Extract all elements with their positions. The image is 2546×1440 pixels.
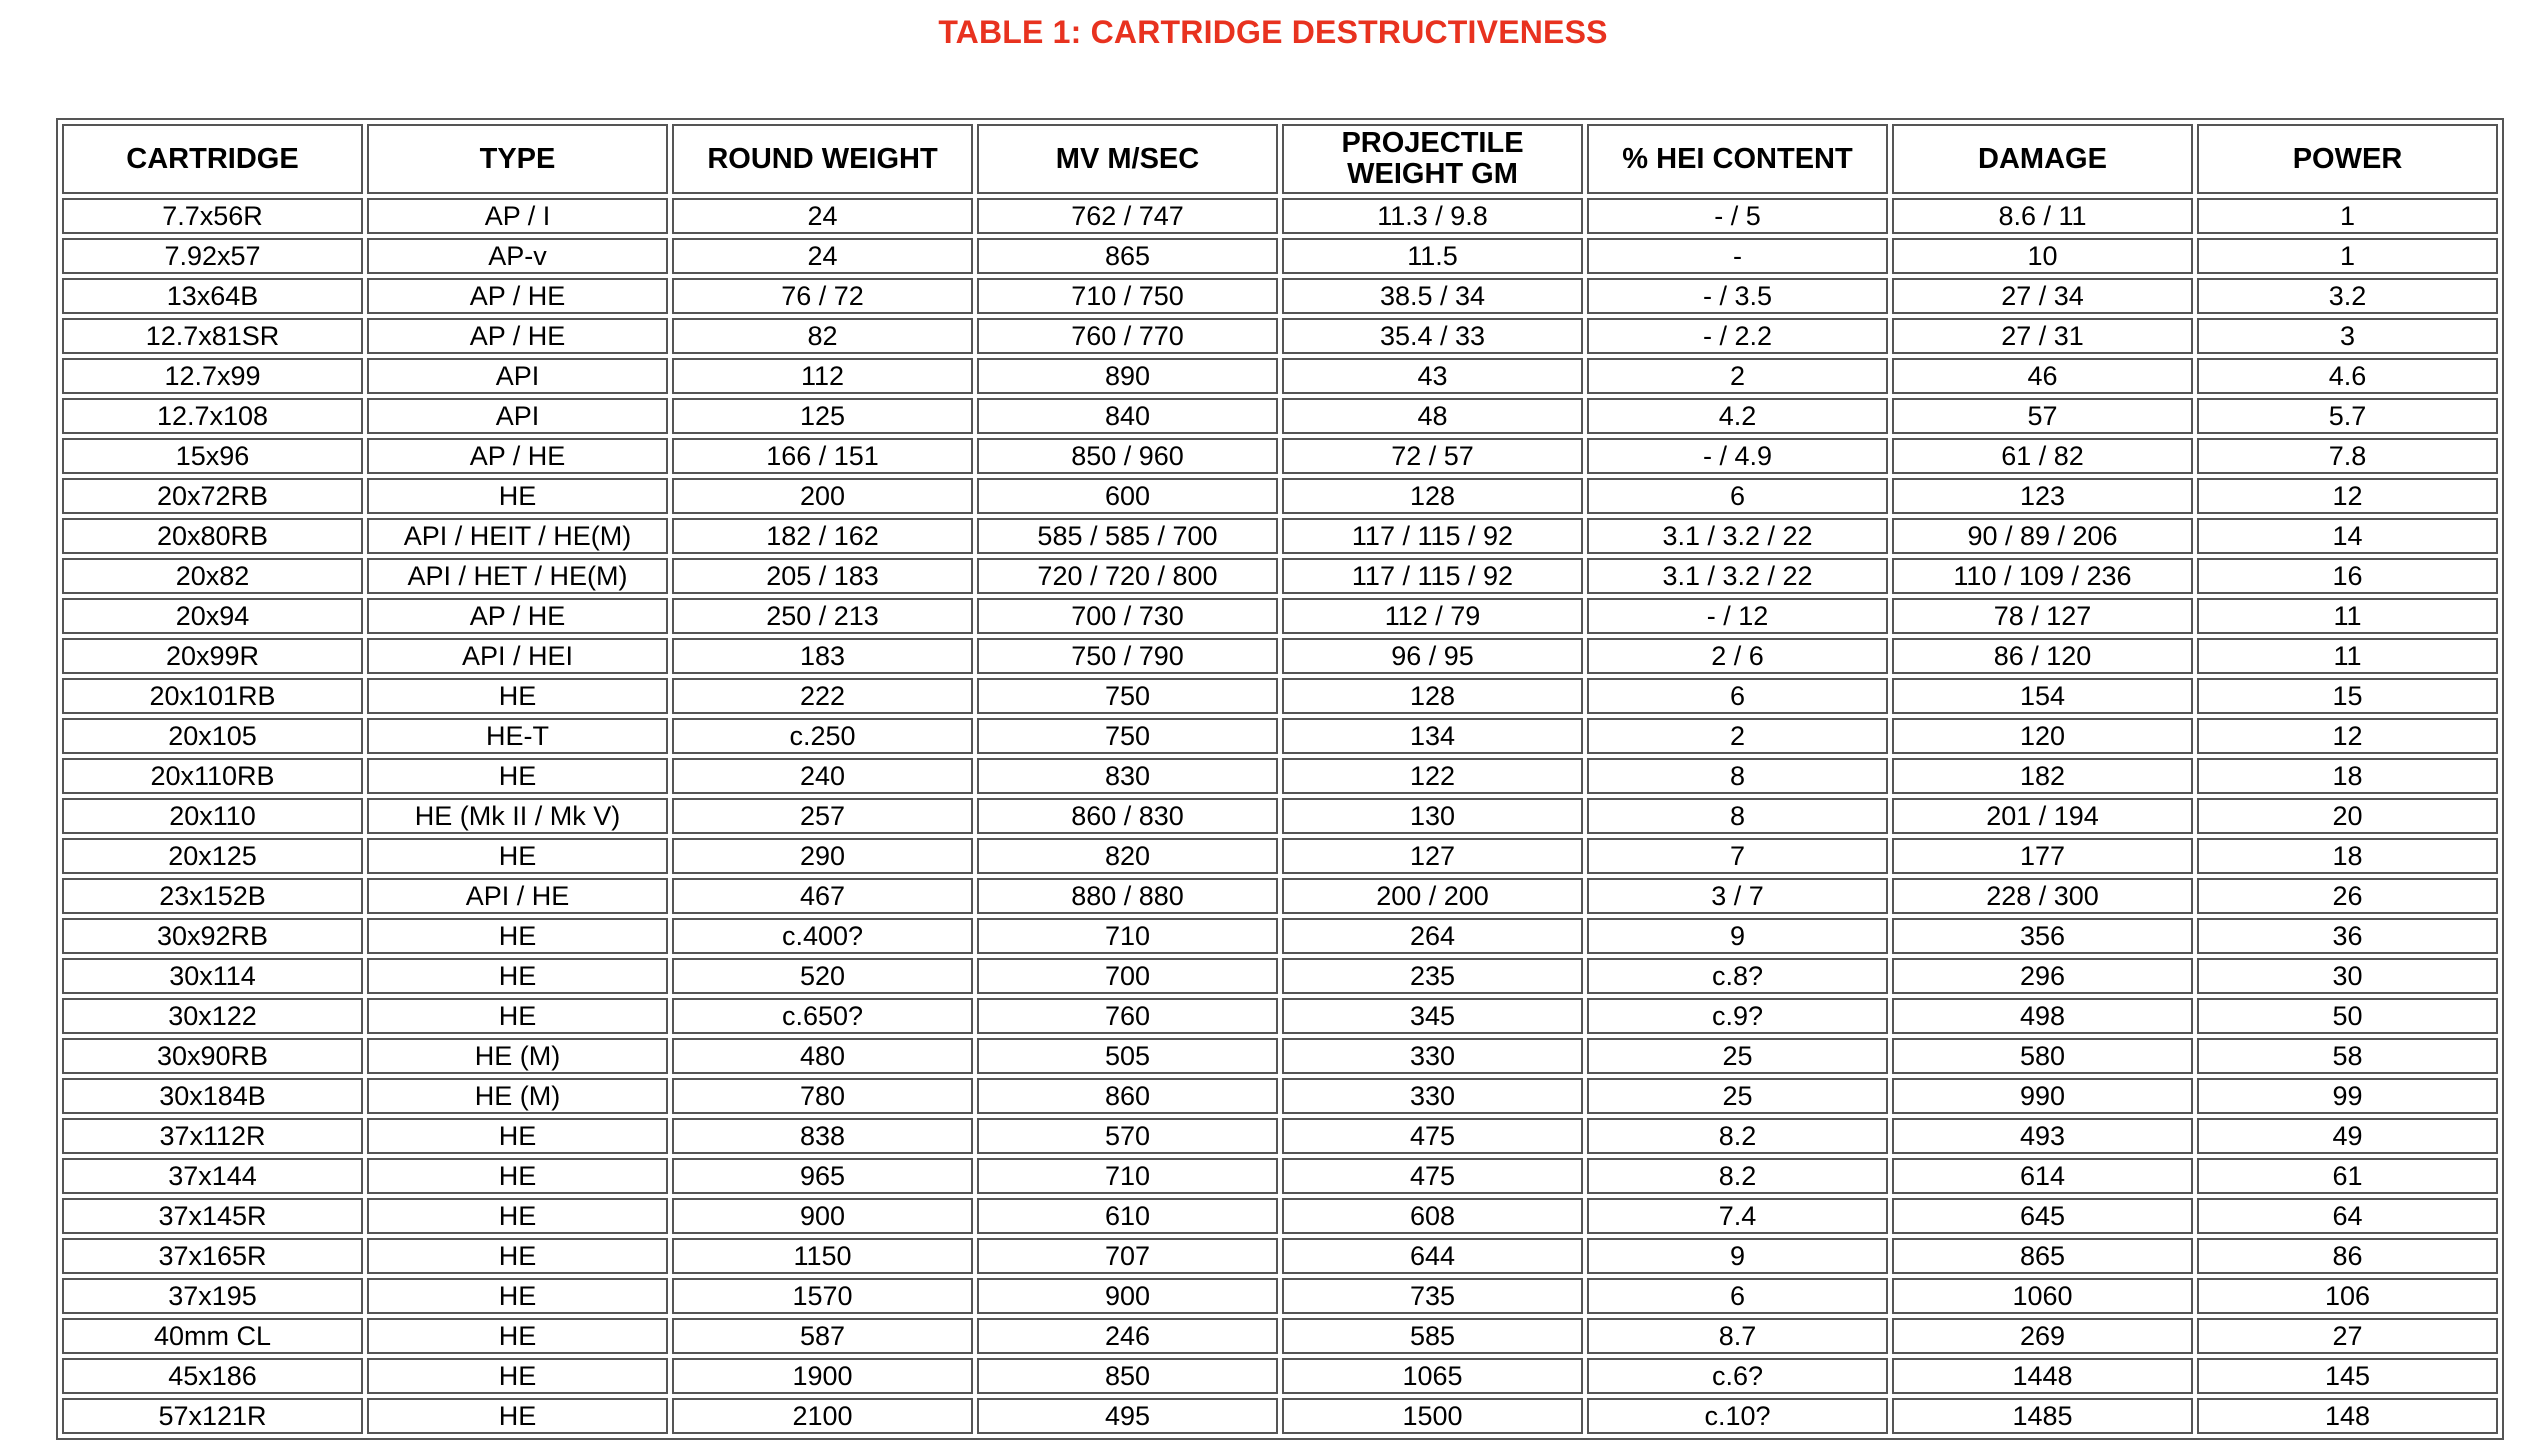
cell-round-weight: 257 xyxy=(672,798,973,834)
cell-cartridge: 20x94 xyxy=(62,598,363,634)
cell-power: 11 xyxy=(2197,638,2498,674)
cell-projectile-weight: 11.5 xyxy=(1282,238,1583,274)
table-row xyxy=(62,758,2498,794)
table-row xyxy=(62,278,2498,314)
cell-type: HE xyxy=(367,918,668,954)
table-row xyxy=(62,1278,2498,1314)
cell-projectile-weight: 130 xyxy=(1282,798,1583,834)
cell-type: HE xyxy=(367,678,668,714)
cell-type: AP / HE xyxy=(367,318,668,354)
cell-round-weight: 82 xyxy=(672,318,973,354)
cell-type: API / HEIT / HE(M) xyxy=(367,518,668,554)
cell-type: HE xyxy=(367,1198,668,1234)
cell-power: 14 xyxy=(2197,518,2498,554)
cell-hei-content: 3 / 7 xyxy=(1587,878,1888,914)
cell-hei-content: 25 xyxy=(1587,1038,1888,1074)
cell-mv: 820 xyxy=(977,838,1278,874)
cell-type: HE (M) xyxy=(367,1078,668,1114)
cell-mv: 860 / 830 xyxy=(977,798,1278,834)
cell-power: 12 xyxy=(2197,478,2498,514)
cell-round-weight: 250 / 213 xyxy=(672,598,973,634)
cell-projectile-weight: 117 / 115 / 92 xyxy=(1282,518,1583,554)
cell-damage: 865 xyxy=(1892,1238,2193,1274)
cell-projectile-weight: 585 xyxy=(1282,1318,1583,1354)
cell-damage: 498 xyxy=(1892,998,2193,1034)
table-row xyxy=(62,1198,2498,1234)
cell-projectile-weight: 128 xyxy=(1282,478,1583,514)
cell-power: 18 xyxy=(2197,838,2498,874)
cell-round-weight: 24 xyxy=(672,198,973,234)
cell-cartridge: 20x101RB xyxy=(62,678,363,714)
cell-hei-content: - xyxy=(1587,238,1888,274)
cell-type: HE xyxy=(367,1358,668,1394)
cell-cartridge: 20x110 xyxy=(62,798,363,834)
cell-projectile-weight: 200 / 200 xyxy=(1282,878,1583,914)
cell-round-weight: 222 xyxy=(672,678,973,714)
cell-damage: 296 xyxy=(1892,958,2193,994)
cell-hei-content: 3.1 / 3.2 / 22 xyxy=(1587,558,1888,594)
cell-hei-content: 8.2 xyxy=(1587,1158,1888,1194)
cell-power: 11 xyxy=(2197,598,2498,634)
cell-type: HE xyxy=(367,838,668,874)
cell-mv: 850 / 960 xyxy=(977,438,1278,474)
cell-hei-content: 2 xyxy=(1587,358,1888,394)
cell-type: HE xyxy=(367,1398,668,1434)
column-header-mv: MV M/SEC xyxy=(977,124,1278,194)
cell-projectile-weight: 11.3 / 9.8 xyxy=(1282,198,1583,234)
cell-mv: 505 xyxy=(977,1038,1278,1074)
cell-hei-content: 4.2 xyxy=(1587,398,1888,434)
cell-projectile-weight: 235 xyxy=(1282,958,1583,994)
cell-type: API / HEI xyxy=(367,638,668,674)
cell-damage: 580 xyxy=(1892,1038,2193,1074)
cell-cartridge: 7.92x57 xyxy=(62,238,363,274)
column-header-damage: DAMAGE xyxy=(1892,124,2193,194)
cell-cartridge: 12.7x108 xyxy=(62,398,363,434)
cell-round-weight: 520 xyxy=(672,958,973,994)
cell-cartridge: 13x64B xyxy=(62,278,363,314)
cell-damage: 1060 xyxy=(1892,1278,2193,1314)
cell-type: API xyxy=(367,358,668,394)
cell-mv: 710 xyxy=(977,918,1278,954)
cell-cartridge: 37x165R xyxy=(62,1238,363,1274)
cell-mv: 610 xyxy=(977,1198,1278,1234)
cell-type: HE xyxy=(367,1238,668,1274)
table-row xyxy=(62,958,2498,994)
cell-power: 18 xyxy=(2197,758,2498,794)
cell-round-weight: 965 xyxy=(672,1158,973,1194)
cell-cartridge: 30x92RB xyxy=(62,918,363,954)
cell-projectile-weight: 1065 xyxy=(1282,1358,1583,1394)
cell-hei-content: 7.4 xyxy=(1587,1198,1888,1234)
cell-projectile-weight: 134 xyxy=(1282,718,1583,754)
cell-projectile-weight: 43 xyxy=(1282,358,1583,394)
cell-projectile-weight: 330 xyxy=(1282,1038,1583,1074)
cell-hei-content: c.8? xyxy=(1587,958,1888,994)
cell-projectile-weight: 1500 xyxy=(1282,1398,1583,1434)
table-row xyxy=(62,998,2498,1034)
cell-hei-content: 8.7 xyxy=(1587,1318,1888,1354)
table-row xyxy=(62,198,2498,234)
cell-projectile-weight: 127 xyxy=(1282,838,1583,874)
cell-cartridge: 30x90RB xyxy=(62,1038,363,1074)
cell-mv: 585 / 585 / 700 xyxy=(977,518,1278,554)
cell-type: HE xyxy=(367,1318,668,1354)
cell-mv: 860 xyxy=(977,1078,1278,1114)
cell-power: 27 xyxy=(2197,1318,2498,1354)
table-row xyxy=(62,238,2498,274)
cell-mv: 750 / 790 xyxy=(977,638,1278,674)
cell-mv: 760 xyxy=(977,998,1278,1034)
cell-projectile-weight: 475 xyxy=(1282,1158,1583,1194)
cell-hei-content: 9 xyxy=(1587,918,1888,954)
cell-round-weight: 1150 xyxy=(672,1238,973,1274)
table-row xyxy=(62,1118,2498,1154)
cell-projectile-weight: 72 / 57 xyxy=(1282,438,1583,474)
cell-damage: 201 / 194 xyxy=(1892,798,2193,834)
cell-round-weight: 838 xyxy=(672,1118,973,1154)
table-row xyxy=(62,918,2498,954)
cell-round-weight: 900 xyxy=(672,1198,973,1234)
cell-damage: 645 xyxy=(1892,1198,2193,1234)
cell-round-weight: 166 / 151 xyxy=(672,438,973,474)
cell-cartridge: 23x152B xyxy=(62,878,363,914)
cell-hei-content: - / 12 xyxy=(1587,598,1888,634)
cell-projectile-weight: 112 / 79 xyxy=(1282,598,1583,634)
cell-damage: 1485 xyxy=(1892,1398,2193,1434)
cell-cartridge: 20x105 xyxy=(62,718,363,754)
cell-damage: 8.6 / 11 xyxy=(1892,198,2193,234)
cell-power: 61 xyxy=(2197,1158,2498,1194)
cell-cartridge: 20x80RB xyxy=(62,518,363,554)
cell-hei-content: 8 xyxy=(1587,798,1888,834)
cell-round-weight: 290 xyxy=(672,838,973,874)
column-header-type: TYPE xyxy=(367,124,668,194)
cell-power: 16 xyxy=(2197,558,2498,594)
cell-mv: 762 / 747 xyxy=(977,198,1278,234)
cell-cartridge: 45x186 xyxy=(62,1358,363,1394)
cell-hei-content: - / 2.2 xyxy=(1587,318,1888,354)
cell-projectile-weight: 35.4 / 33 xyxy=(1282,318,1583,354)
cell-cartridge: 20x110RB xyxy=(62,758,363,794)
cell-hei-content: 8.2 xyxy=(1587,1118,1888,1154)
cell-hei-content: - / 5 xyxy=(1587,198,1888,234)
cell-hei-content: c.10? xyxy=(1587,1398,1888,1434)
cell-damage: 27 / 31 xyxy=(1892,318,2193,354)
table-row xyxy=(62,1078,2498,1114)
cell-type: AP / HE xyxy=(367,278,668,314)
cell-cartridge: 30x184B xyxy=(62,1078,363,1114)
cell-cartridge: 30x122 xyxy=(62,998,363,1034)
cell-power: 30 xyxy=(2197,958,2498,994)
table-row xyxy=(62,398,2498,434)
cell-cartridge: 37x112R xyxy=(62,1118,363,1154)
cell-cartridge: 15x96 xyxy=(62,438,363,474)
cell-type: API / HE xyxy=(367,878,668,914)
cell-power: 145 xyxy=(2197,1358,2498,1394)
cell-power: 4.6 xyxy=(2197,358,2498,394)
cell-type: HE xyxy=(367,1278,668,1314)
cell-cartridge: 30x114 xyxy=(62,958,363,994)
cell-projectile-weight: 330 xyxy=(1282,1078,1583,1114)
cell-damage: 1448 xyxy=(1892,1358,2193,1394)
cell-type: API xyxy=(367,398,668,434)
cell-type: API / HET / HE(M) xyxy=(367,558,668,594)
cell-mv: 900 xyxy=(977,1278,1278,1314)
cell-cartridge: 40mm CL xyxy=(62,1318,363,1354)
table-row xyxy=(62,718,2498,754)
cell-mv: 246 xyxy=(977,1318,1278,1354)
cell-round-weight: 780 xyxy=(672,1078,973,1114)
table-row xyxy=(62,558,2498,594)
cell-projectile-weight: 128 xyxy=(1282,678,1583,714)
cell-hei-content: 7 xyxy=(1587,838,1888,874)
cell-cartridge: 12.7x81SR xyxy=(62,318,363,354)
table-row xyxy=(62,678,2498,714)
cell-mv: 880 / 880 xyxy=(977,878,1278,914)
table-row xyxy=(62,1398,2498,1434)
cell-round-weight: 183 xyxy=(672,638,973,674)
cell-round-weight: 182 / 162 xyxy=(672,518,973,554)
table-row xyxy=(62,1358,2498,1394)
cell-cartridge: 57x121R xyxy=(62,1398,363,1434)
cell-projectile-weight: 644 xyxy=(1282,1238,1583,1274)
cell-round-weight: 200 xyxy=(672,478,973,514)
cell-mv: 865 xyxy=(977,238,1278,274)
cell-mv: 495 xyxy=(977,1398,1278,1434)
cell-projectile-weight: 122 xyxy=(1282,758,1583,794)
header-row xyxy=(62,124,2498,194)
cell-round-weight: 24 xyxy=(672,238,973,274)
cell-hei-content: c.6? xyxy=(1587,1358,1888,1394)
cell-round-weight: c.650? xyxy=(672,998,973,1034)
cell-projectile-weight: 345 xyxy=(1282,998,1583,1034)
cell-type: HE xyxy=(367,1118,668,1154)
cell-cartridge: 7.7x56R xyxy=(62,198,363,234)
cell-type: HE (Mk II / Mk V) xyxy=(367,798,668,834)
cell-round-weight: 587 xyxy=(672,1318,973,1354)
cell-power: 148 xyxy=(2197,1398,2498,1434)
cell-power: 5.7 xyxy=(2197,398,2498,434)
cell-damage: 90 / 89 / 206 xyxy=(1892,518,2193,554)
cell-power: 64 xyxy=(2197,1198,2498,1234)
column-header-cartridge: CARTRIDGE xyxy=(62,124,363,194)
cell-hei-content: 6 xyxy=(1587,1278,1888,1314)
cell-type: HE xyxy=(367,1158,668,1194)
page-title: TABLE 1: CARTRIDGE DESTRUCTIVENESS xyxy=(938,14,1608,50)
cell-damage: 61 / 82 xyxy=(1892,438,2193,474)
cell-damage: 493 xyxy=(1892,1118,2193,1154)
cell-cartridge: 20x125 xyxy=(62,838,363,874)
cell-damage: 154 xyxy=(1892,678,2193,714)
cell-damage: 78 / 127 xyxy=(1892,598,2193,634)
column-header-projectile-weight: PROJECTILE WEIGHT GM xyxy=(1282,124,1583,194)
cell-projectile-weight: 38.5 / 34 xyxy=(1282,278,1583,314)
cell-power: 58 xyxy=(2197,1038,2498,1074)
cell-power: 3 xyxy=(2197,318,2498,354)
table-row xyxy=(62,1238,2498,1274)
cell-damage: 614 xyxy=(1892,1158,2193,1194)
cell-cartridge: 37x144 xyxy=(62,1158,363,1194)
cell-power: 12 xyxy=(2197,718,2498,754)
cell-type: HE (M) xyxy=(367,1038,668,1074)
cell-type: HE-T xyxy=(367,718,668,754)
cell-type: HE xyxy=(367,478,668,514)
cell-type: AP / HE xyxy=(367,438,668,474)
cell-damage: 120 xyxy=(1892,718,2193,754)
table-header xyxy=(62,124,2498,194)
cell-mv: 830 xyxy=(977,758,1278,794)
cell-hei-content: 2 / 6 xyxy=(1587,638,1888,674)
cell-power: 1 xyxy=(2197,198,2498,234)
cell-round-weight: 467 xyxy=(672,878,973,914)
cell-mv: 760 / 770 xyxy=(977,318,1278,354)
cell-power: 50 xyxy=(2197,998,2498,1034)
cell-projectile-weight: 608 xyxy=(1282,1198,1583,1234)
cell-cartridge: 37x145R xyxy=(62,1198,363,1234)
cell-projectile-weight: 117 / 115 / 92 xyxy=(1282,558,1583,594)
cell-damage: 57 xyxy=(1892,398,2193,434)
cell-round-weight: 2100 xyxy=(672,1398,973,1434)
cell-damage: 228 / 300 xyxy=(1892,878,2193,914)
cell-hei-content: c.9? xyxy=(1587,998,1888,1034)
cartridge-table xyxy=(56,118,2504,1440)
cell-hei-content: 8 xyxy=(1587,758,1888,794)
cell-hei-content: 25 xyxy=(1587,1078,1888,1114)
cell-hei-content: 6 xyxy=(1587,478,1888,514)
cell-hei-content: 3.1 / 3.2 / 22 xyxy=(1587,518,1888,554)
cell-mv: 700 xyxy=(977,958,1278,994)
cell-mv: 720 / 720 / 800 xyxy=(977,558,1278,594)
cell-round-weight: c.400? xyxy=(672,918,973,954)
table-row xyxy=(62,598,2498,634)
cell-type: HE xyxy=(367,758,668,794)
cell-damage: 356 xyxy=(1892,918,2193,954)
cell-damage: 110 / 109 / 236 xyxy=(1892,558,2193,594)
cell-hei-content: 9 xyxy=(1587,1238,1888,1274)
cell-power: 106 xyxy=(2197,1278,2498,1314)
cell-hei-content: - / 4.9 xyxy=(1587,438,1888,474)
cell-mv: 707 xyxy=(977,1238,1278,1274)
column-header-power: POWER xyxy=(2197,124,2498,194)
cell-projectile-weight: 48 xyxy=(1282,398,1583,434)
cell-type: AP / HE xyxy=(367,598,668,634)
cell-round-weight: 112 xyxy=(672,358,973,394)
cell-power: 3.2 xyxy=(2197,278,2498,314)
cell-projectile-weight: 264 xyxy=(1282,918,1583,954)
cell-type: HE xyxy=(367,958,668,994)
cell-type: AP-v xyxy=(367,238,668,274)
cell-round-weight: 1900 xyxy=(672,1358,973,1394)
table-row xyxy=(62,358,2498,394)
cell-damage: 46 xyxy=(1892,358,2193,394)
table-body xyxy=(62,198,2498,1434)
cell-mv: 570 xyxy=(977,1118,1278,1154)
cell-hei-content: 6 xyxy=(1587,678,1888,714)
table-row xyxy=(62,1038,2498,1074)
table-row xyxy=(62,318,2498,354)
table-row xyxy=(62,478,2498,514)
cell-damage: 177 xyxy=(1892,838,2193,874)
cell-round-weight: 1570 xyxy=(672,1278,973,1314)
cell-round-weight: 125 xyxy=(672,398,973,434)
cell-mv: 750 xyxy=(977,678,1278,714)
column-header-hei-content: % HEI CONTENT xyxy=(1587,124,1888,194)
cell-mv: 850 xyxy=(977,1358,1278,1394)
cell-cartridge: 20x99R xyxy=(62,638,363,674)
table-row xyxy=(62,878,2498,914)
cell-damage: 182 xyxy=(1892,758,2193,794)
table-row xyxy=(62,518,2498,554)
cell-damage: 123 xyxy=(1892,478,2193,514)
cell-round-weight: 240 xyxy=(672,758,973,794)
cell-damage: 86 / 120 xyxy=(1892,638,2193,674)
column-header-round-weight: ROUND WEIGHT xyxy=(672,124,973,194)
cell-type: AP / I xyxy=(367,198,668,234)
table-row xyxy=(62,438,2498,474)
cell-round-weight: 205 / 183 xyxy=(672,558,973,594)
cell-mv: 890 xyxy=(977,358,1278,394)
cell-round-weight: c.250 xyxy=(672,718,973,754)
cell-cartridge: 20x82 xyxy=(62,558,363,594)
cell-power: 49 xyxy=(2197,1118,2498,1154)
cell-power: 26 xyxy=(2197,878,2498,914)
cell-mv: 600 xyxy=(977,478,1278,514)
cell-projectile-weight: 96 / 95 xyxy=(1282,638,1583,674)
cell-cartridge: 20x72RB xyxy=(62,478,363,514)
cell-cartridge: 37x195 xyxy=(62,1278,363,1314)
table-container xyxy=(56,118,2504,1440)
table-row xyxy=(62,638,2498,674)
table-row xyxy=(62,838,2498,874)
cell-damage: 990 xyxy=(1892,1078,2193,1114)
cell-mv: 840 xyxy=(977,398,1278,434)
cell-cartridge: 12.7x99 xyxy=(62,358,363,394)
cell-projectile-weight: 735 xyxy=(1282,1278,1583,1314)
cell-mv: 700 / 730 xyxy=(977,598,1278,634)
cell-type: HE xyxy=(367,998,668,1034)
cell-power: 7.8 xyxy=(2197,438,2498,474)
cell-hei-content: 2 xyxy=(1587,718,1888,754)
cell-damage: 269 xyxy=(1892,1318,2193,1354)
cell-power: 36 xyxy=(2197,918,2498,954)
cell-power: 99 xyxy=(2197,1078,2498,1114)
cell-mv: 750 xyxy=(977,718,1278,754)
cell-power: 20 xyxy=(2197,798,2498,834)
cell-mv: 710 xyxy=(977,1158,1278,1194)
cell-projectile-weight: 475 xyxy=(1282,1118,1583,1154)
cell-round-weight: 480 xyxy=(672,1038,973,1074)
table-row xyxy=(62,798,2498,834)
cell-damage: 27 / 34 xyxy=(1892,278,2193,314)
table-row xyxy=(62,1318,2498,1354)
cell-power: 86 xyxy=(2197,1238,2498,1274)
cell-power: 15 xyxy=(2197,678,2498,714)
table-row xyxy=(62,1158,2498,1194)
cell-mv: 710 / 750 xyxy=(977,278,1278,314)
cell-damage: 10 xyxy=(1892,238,2193,274)
cell-hei-content: - / 3.5 xyxy=(1587,278,1888,314)
cell-power: 1 xyxy=(2197,238,2498,274)
cell-round-weight: 76 / 72 xyxy=(672,278,973,314)
